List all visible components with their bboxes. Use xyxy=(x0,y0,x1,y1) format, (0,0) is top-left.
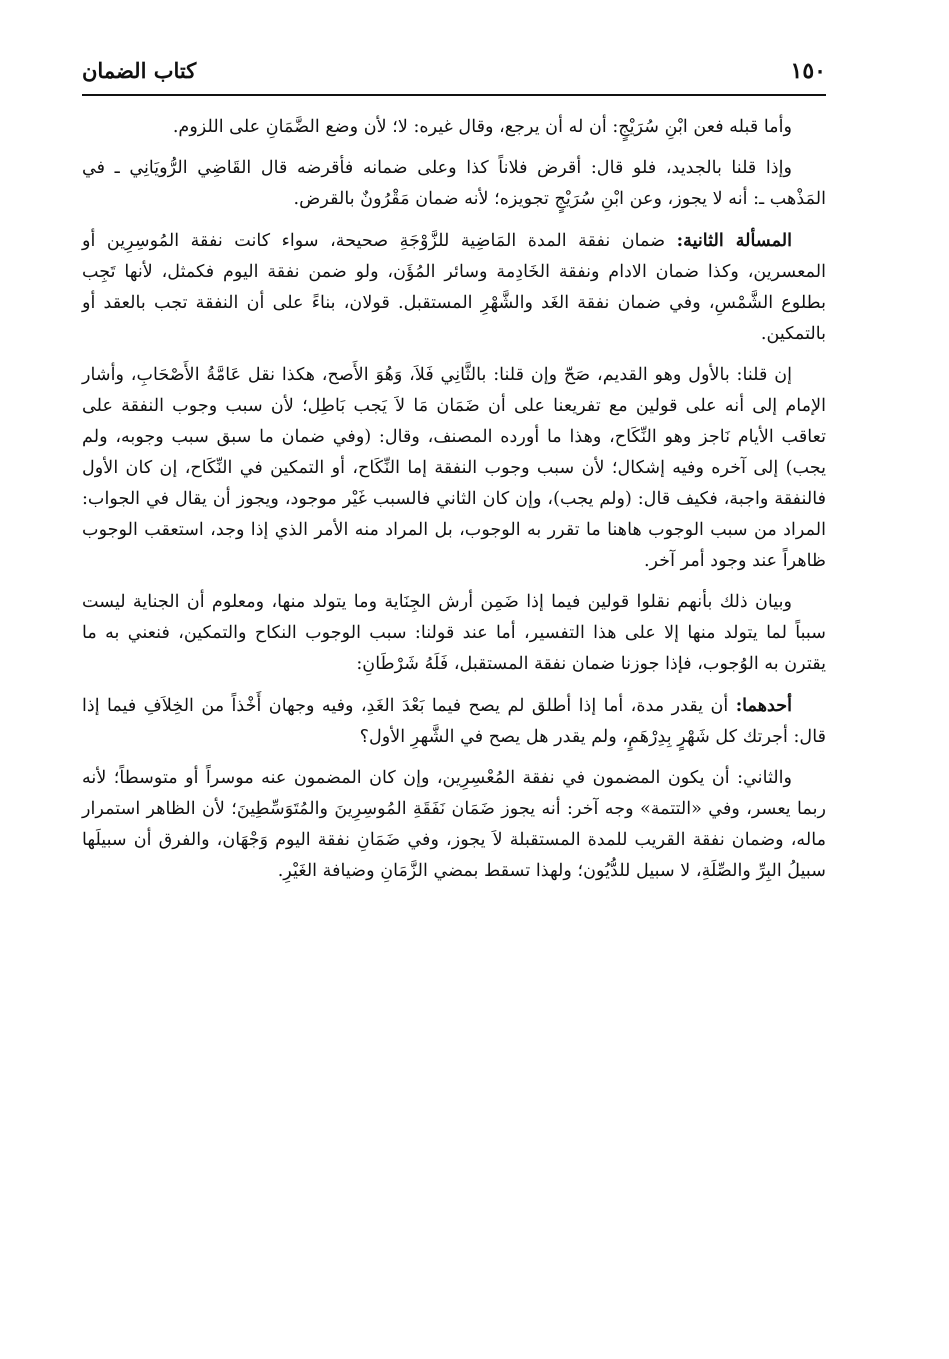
paragraph-lead: أحدهما: xyxy=(735,695,792,716)
body-text xyxy=(82,112,826,897)
paragraph xyxy=(82,153,826,215)
header-rule xyxy=(82,94,826,96)
paragraph-text: وبيان ذلك بأنهم نقلوا قولين فيما إذا ضَمِن أرش الجِنَاية وما يتولد منها، ومعلوم أن الجناية ليست سبباً لما يتولد منها إلا على هذا التفسير، أما عند قولنا: سبب الوجوب النكاح والتمكين، فنعني به ما يقترن به الوُجوب، فإذا جوزنا ضمان نفقة المستقبل، فَلَهُ شَرْطَانِ: xyxy=(82,592,826,674)
paragraph-text: وأما قبله فعن ابْنِ سُرَيْجٍ: أن له أن يرجع، وقال غيره: لا؛ لأن وضع الضَّمَانِ على اللزوم. xyxy=(172,117,792,137)
paragraph-text: إن قلنا: بالأول وهو القديم، صَحّ وإن قلنا: بالثَّانِي فَلاَ، وَهُوَ الأَصح، هكذا نقل عَامَّةُ الأَصْحَابِ، وأشار الإمام إلى أنه على قولين مع تفريعنا على أن ضَمَان مَا لاَ يَجب بَاطِل؛ لأن سبب وجوب النفقة على تعاقب الأيام نَاجز وهو النِّكَاح، وهذا ما أورده المصنف، وقال: (وفي ضمان ما سبق سبب وجوبه، ولم يجب) إلى آخره وفيه إشكال؛ لأن سبب وجوب النفقة إما النِّكَاح، أو التمكين في النِّكَاح، إن كان الأول فالنفقة واجبة، فكيف قال: (ولم يجب)، وإن كان الثاني فالسبب غَيْر موجود، ويجوز أن يقال في الجواب: المراد من سبب الوجوب هاهنا ما تقرر به الوجوب، بل المراد منه الأمر الذي إذا وجد، استعقب الوجوب ظاهراً عند وجود أمر آخر. xyxy=(82,365,826,571)
paragraph-text: وإذا قلنا بالجديد، فلو قال: أقرض فلاناً كذا وعلى ضمانه فأقرضه قال القَاضِي الرُّويَانِي ـ في المَذْهب ـ: أنه لا يجوز، وعن ابْنِ سُرَيْجٍ تجويزه؛ لأنه ضمان مَقْرُونٌ بالقرض. xyxy=(82,158,826,209)
paragraph-text: ضمان نفقة المدة المَاضِية للزَّوْجَةِ صحيحة، سواء كانت نفقة المُوسِرِين أو المعسرين، وكذا ضمان الادام ونفقة الخَادِمة وسائر المُؤَن، ولو ضمن نفقة اليوم فكمثل، لأنها تَجِب بطلوع الشَّمْسِ، وفي ضمان نفقة الغَد والشَّهْرِ المستقبل. قولان، بناءً على أن النفقة تجب بالعقد أو بالتمكين. xyxy=(82,231,826,344)
paragraph-text: أن يقدر مدة، أما إذا أطلق لم يصح فيما بَعْدَ الغَدِ، وفيه وجهان أَخْذاً من الخِلاَفِ فيما إذا قال: أجرتك كل شَهْرٍ بِدِرْهَمٍ، ولم يقدر هل يصح في الشَّهرِ الأول؟ xyxy=(82,696,826,747)
paragraph xyxy=(82,225,826,350)
paragraph-text: والثاني: أن يكون المضمون في نفقة المُعْسِرِين، وإن كان المضمون عنه موسراً أو متوسطاً؛ لأنه ربما يعسر، وفي «التتمة» وجه آخر: أنه يجوز ضَمَان نَفَقَةِ المُوسِرِينَ والمُتَوَسِّطِينَ؛ لأن الظاهر استمرار ماله، وضمان نفقة القريب للمدة المستقبلة لاَ يجوز، وفي ضَمَانِ نفقة اليوم وَجْهَان، والفرق أن سبيلَها سبيلُ البِرِّ والصِّلَةِ، لا سبيل للدُّيُون؛ ولهذا تسقط بمضي الزَّمَانِ وضيافة الغَيْرِ. xyxy=(82,768,826,881)
paragraph xyxy=(82,690,826,753)
paragraph xyxy=(82,587,826,680)
running-title: كتاب الضمان xyxy=(82,58,197,83)
paragraph xyxy=(82,112,826,143)
page-number: ١٥٠ xyxy=(790,58,826,84)
paragraph xyxy=(82,763,826,887)
paragraph-lead: المسألة الثانية: xyxy=(676,230,793,251)
page-header xyxy=(82,52,826,92)
paragraph xyxy=(82,360,826,577)
